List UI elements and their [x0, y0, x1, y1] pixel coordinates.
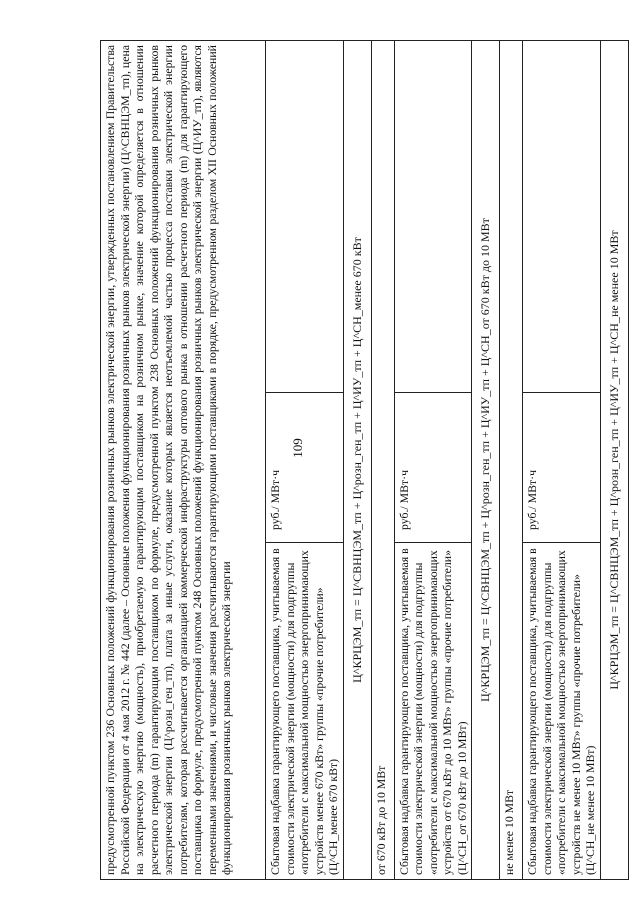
table-row	[394, 41, 472, 880]
row-empty-cell	[394, 41, 472, 393]
rotated-table-wrapper	[100, 40, 621, 880]
formula-row	[472, 41, 500, 880]
tariff-table	[100, 40, 629, 880]
row-description: Сбытовая надбавка гарантирующего поставщика, учитываемая в стоимости электрической энергии (мощности) для подгруппы «потребители с максимальной мощностью энергопринимающих устройств не менее 10 МВт» группы «прочие потребители» (Ц^СН_не менее 10 МВт)	[523, 543, 601, 880]
band-label: не менее 10 МВт	[500, 41, 523, 880]
intro-row	[101, 41, 266, 880]
band-label: от 670 кВт до 10 МВт	[371, 41, 394, 880]
intro-text: предусмотренной пунктом 236 Основных положений функционирования розничных рынков электрической энергии, утвержденных постановлением Правительства Российской Федерации от 4 мая 2012 г. № 442 (далее – Основные положения функционирования розничных рынков электрической энергии) (Ц^СВНЦЭМ_тп), цена на электрическую энергию (мощность), приобретаемую гарантирующим поставщиком на розничном рынке, значение которой определяется в отношении расчетного периода (m) гарантирующим поставщиком по формуле, предусмотренной пунктом 238 Основных положений функционирования розничных рынков электрической энергии (Ц^розн_ген_тп), плата за иные услуги, оказание которых является неотъемлемой частью процесса поставки электрической энергии потребителям, которая рассчитывается организацией коммерческой инфраструктуры оптового рынка в отношении расчетного периода (m) для гарантирующего поставщика по формуле, предусмотренной пунктом 248 Основных положений функционирования розничных рынков электрической энергии (Ц^ИУ_тп), являются переменными значениями, и числовые значения рассчитываются гарантирующими поставщиками в порядке, предусмотренном разделом XII Основных положений функционирования розничных рынков электрической энергии	[101, 41, 266, 880]
row-description: Сбытовая надбавка гарантирующего поставщика, учитываемая в стоимости электрической энергии (мощности) для подгруппы «потребители с максимальной мощностью энергопринимающих устройств менее 670 кВт» группы «прочие потребители» (Ц^СН_менее 670 кВт)	[266, 543, 344, 880]
band-row	[500, 41, 523, 880]
row-empty-cell	[266, 41, 344, 393]
band-row	[371, 41, 394, 880]
row-unit: руб./ МВт·ч	[266, 393, 344, 543]
row-formula: Ц^КРЦЭМ_тп = Ц^СВНЦЭМ_тп + Ц^розн_ген_тп + Ц^ИУ_тп + Ц^СН_от 670 кВт до 10 МВт	[472, 41, 500, 880]
formula-row	[343, 41, 371, 880]
formula-row	[600, 41, 628, 880]
row-formula: Ц^КРЦЭМ_тп = Ц^СВНЦЭМ_тп + Ц^розн_ген_тп + Ц^ИУ_тп + Ц^СН_менее 670 кВт	[343, 41, 371, 880]
table-row	[523, 41, 601, 880]
row-description: Сбытовая надбавка гарантирующего поставщика, учитываемая в стоимости электрической энергии (мощности) для подгруппы «потребители с максимальной мощностью энергопринимающих устройств от 670 кВт до 10 МВт» группы «прочие потребители» (Ц^СН_от 670 кВт до 10 МВт)	[394, 543, 472, 880]
table-row	[266, 41, 344, 880]
row-formula: Ц^КРЦЭМ_тп = Ц^СВНЦЭМ_тп + Ц^розн_ген_тп + Ц^ИУ_тп + Ц^СН_не менее 10 МВт	[600, 41, 628, 880]
row-empty-cell	[523, 41, 601, 393]
row-unit: руб./ МВт·ч	[394, 393, 472, 543]
row-unit: руб./ МВт·ч	[523, 393, 601, 543]
page-number: 109	[289, 438, 305, 458]
